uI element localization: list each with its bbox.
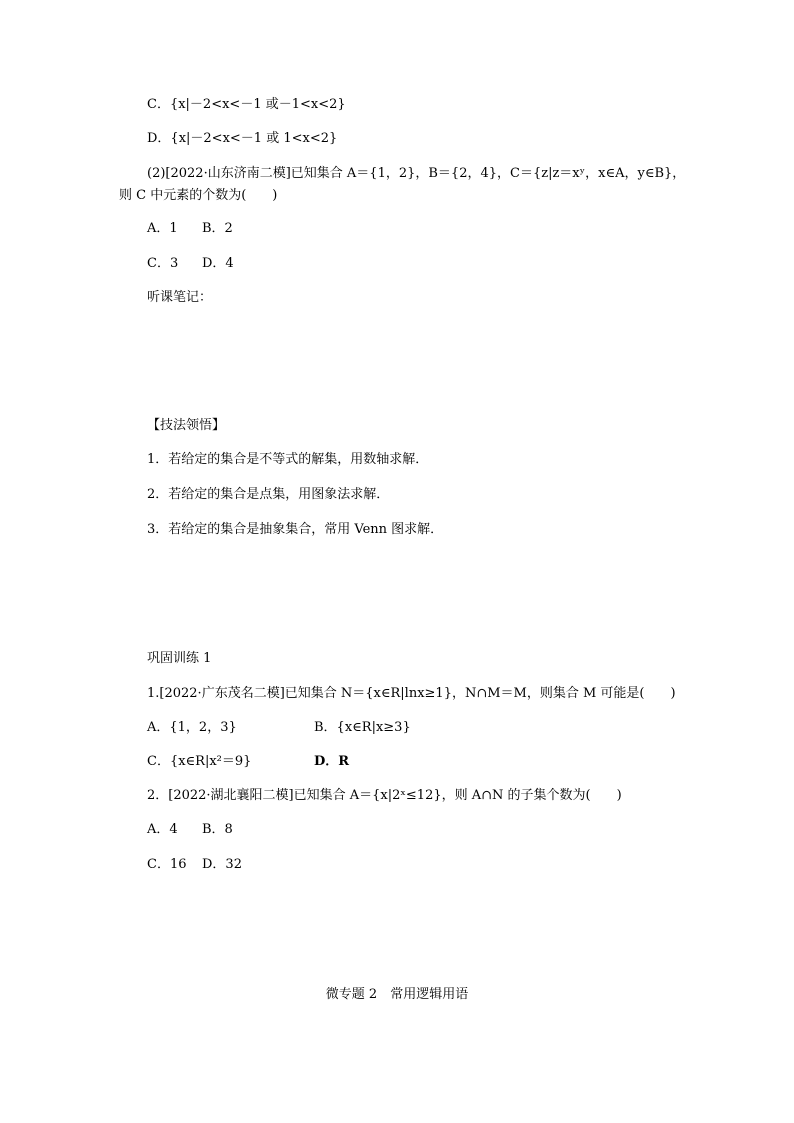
section-title: 微专题 2 常用逻辑用语 — [325, 987, 469, 1002]
technique-item: 1．若给定的集合是不等式的解集，用数轴求解． — [147, 452, 429, 467]
q2-options-ab — [147, 822, 233, 838]
option-b: B．2 — [202, 221, 233, 236]
option-c: C．{x|－2<x<－1 或－1<x<2} — [147, 97, 346, 112]
option-b: B．{x∈R|x≥3} — [314, 720, 411, 735]
problem2-options-cd — [147, 256, 234, 272]
practice-heading: 巩固训练 1 — [147, 651, 212, 666]
option-d: D．4 — [202, 256, 234, 271]
q1-options-cd — [147, 754, 349, 770]
option-b: B．8 — [202, 822, 233, 837]
problem2-options-ab — [147, 221, 233, 237]
option-a: A．1 — [147, 221, 178, 236]
technique-item: 3．若给定的集合是抽象集合，常用 Venn 图求解． — [147, 522, 444, 537]
problem2-stem-line1: (2)[2022·山东济南二模]已知集合 A＝{1，2}，B＝{2，4}，C＝{z|z＝xʸ，x∈A，y∈B}， — [147, 166, 686, 181]
option-d: D．{x|－2<x<－1 或 1<x<2} — [147, 131, 338, 146]
option-a: A．4 — [147, 822, 178, 837]
option-d: D．32 — [202, 857, 242, 872]
q1-options-ab — [147, 720, 411, 736]
q2-stem: 2．[2022·湖北襄阳二模]已知集合 A＝{x|2ˣ≤12}，则 A∩N 的子集个数为( ) — [147, 788, 622, 803]
option-c: C．{x∈R|x²＝9} — [147, 754, 252, 769]
technique-heading: 【技法领悟】 — [147, 418, 226, 433]
problem2-stem-line2: 则 C 中元素的个数为( ) — [119, 188, 278, 203]
option-c: C．16 — [147, 857, 187, 872]
notes-label: 听课笔记： — [147, 290, 213, 305]
technique-item: 2．若给定的集合是点集，用图象法求解． — [147, 487, 390, 502]
option-c: C．3 — [147, 256, 179, 271]
q2-options-cd — [147, 857, 242, 873]
q1-stem: 1.[2022·广东茂名二模]已知集合 N＝{x∈R|lnx≥1}，N∩M＝M，则集合 M 可能是( ) — [147, 686, 676, 701]
option-a: A．{1，2，3} — [147, 720, 237, 735]
option-d: D．R — [314, 754, 350, 769]
